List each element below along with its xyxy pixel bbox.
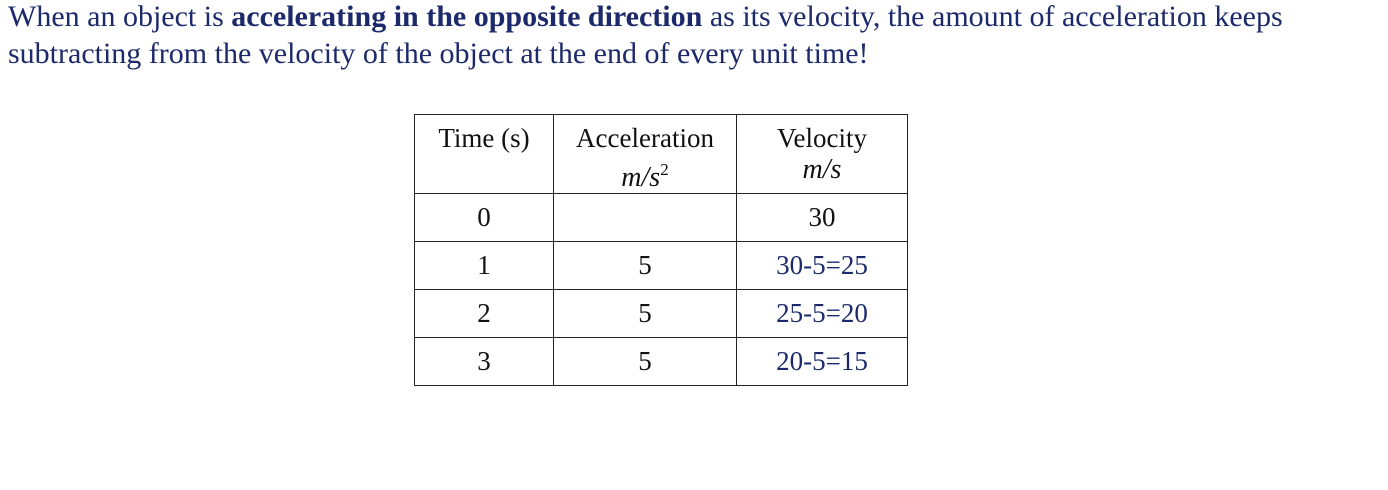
cell-acceleration: 5 (554, 242, 737, 290)
header-time (415, 115, 554, 194)
cell-velocity: 30-5=25 (737, 242, 908, 290)
header-velocity (737, 115, 908, 194)
table-row (415, 338, 908, 386)
intro-paragraph (8, 0, 1378, 72)
table-header-row (415, 115, 908, 194)
paragraph-text-start: When an object is (8, 0, 232, 33)
cell-acceleration: 5 (554, 338, 737, 386)
cell-velocity: 30 (737, 194, 908, 242)
header-time-label: Time (s) (438, 123, 530, 153)
cell-time: 0 (415, 194, 554, 242)
cell-time: 1 (415, 242, 554, 290)
velocity-unit: m/s (802, 154, 842, 185)
paragraph-text-end: as its velocity, the amount of acceleration keeps subtracting from the velocity of the object at the end of every unit time! (8, 0, 1283, 70)
cell-velocity: 20-5=15 (737, 338, 908, 386)
cell-time: 2 (415, 290, 554, 338)
table-row (415, 194, 908, 242)
header-velocity-label: Velocity (777, 123, 867, 153)
cell-acceleration: 5 (554, 290, 737, 338)
header-acceleration (554, 115, 737, 194)
cell-acceleration (554, 194, 737, 242)
cell-time: 3 (415, 338, 554, 386)
table-row (415, 242, 908, 290)
paragraph-bold-phrase: accelerating in the opposite direction (231, 0, 703, 33)
cell-velocity: 25-5=20 (737, 290, 908, 338)
header-acceleration-label: Acceleration (576, 123, 714, 153)
acceleration-unit: $m/s^2$ (621, 160, 669, 193)
acceleration-velocity-table (414, 114, 908, 386)
table-row (415, 290, 908, 338)
